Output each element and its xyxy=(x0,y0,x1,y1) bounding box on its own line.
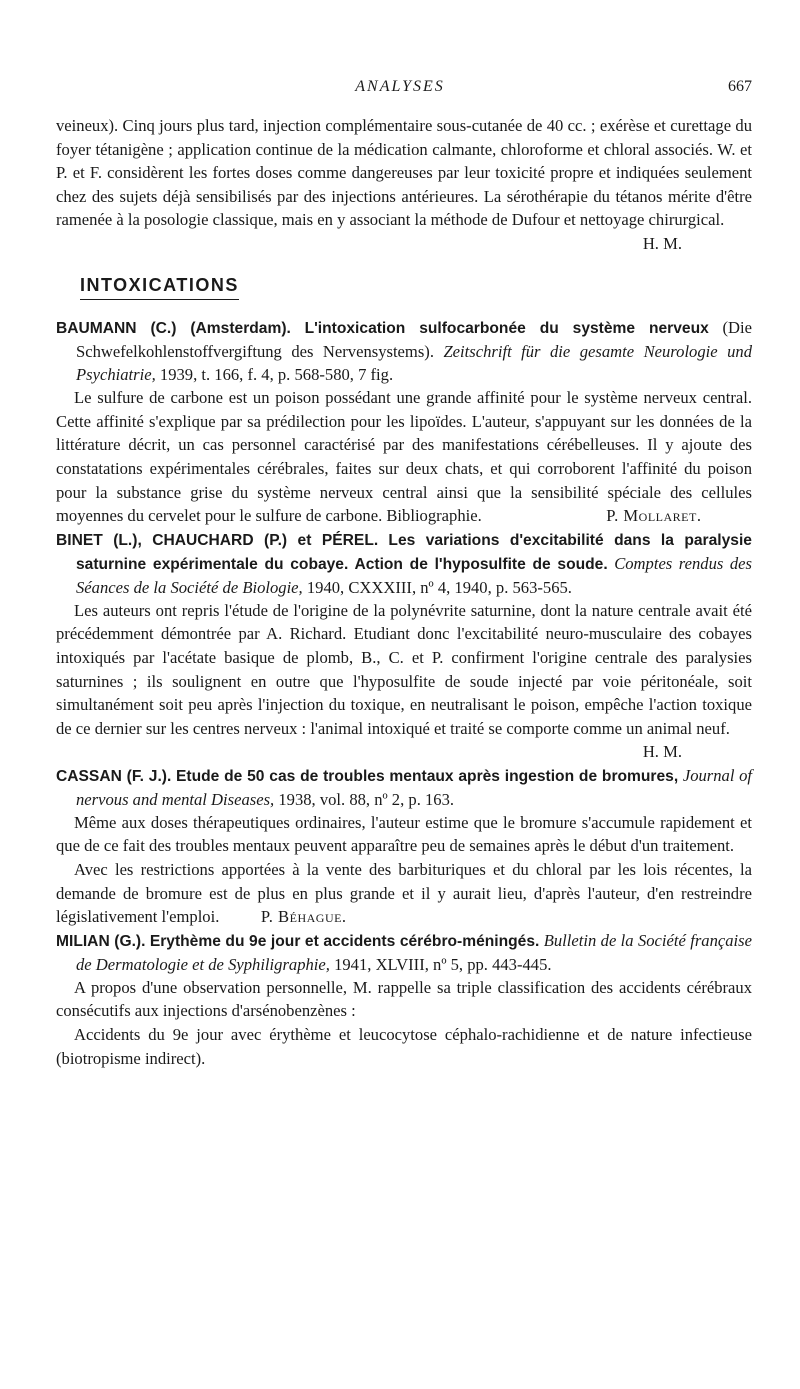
section-title: INTOXICATIONS xyxy=(80,274,239,301)
entry-journal: Zeitschrift für die gesamte Neurologie und Psychiatrie, xyxy=(76,342,752,385)
entry-heading xyxy=(56,528,752,599)
entry-title: L'intoxication sulfocarbonée du système nerveux xyxy=(304,320,709,338)
entry-title: Erythème du 9e jour et accidents cérébro-méningés. xyxy=(149,932,540,950)
entry-author: CASSAN (F. J.). xyxy=(56,767,172,785)
entry-abstract xyxy=(56,858,752,929)
entry-abstract xyxy=(56,386,752,528)
entry-reference: 1941, XLVIII, nº 5, pp. 443-445. xyxy=(334,954,552,974)
intro-signature: H. M. xyxy=(642,233,682,253)
page-number: 667 xyxy=(728,78,752,95)
entry-abstract: Même aux doses thérapeutiques ordinaires, l'auteur estime que le bromure s'accumule rapidement et que de ce fait des troubles mentaux peuvent apparaître peu de semaines après le début d'un traitement. xyxy=(56,812,752,856)
entry-reference: 1939, t. 166, f. 4, p. 568-580, 7 fig. xyxy=(159,365,394,385)
entry-title: Etude de 50 cas de troubles mentaux après ingestion de bromures, xyxy=(175,767,679,785)
entry-heading xyxy=(56,929,752,976)
running-title: ANALYSES xyxy=(355,78,445,95)
intro-paragraph: veineux). Cinq jours plus tard, injection complémentaire sous-cutanée de 40 cc. ; exérèse et curettage du foyer tétanigène ; application continue de la médication calmante, chloroforme et chloral associés. W. et P. et F. considèrent les fortes doses comme dangereuses par leur toxicité propre et indiquées seulement chez des sujets déjà sensibilisés par des injections antérieures. La sérothérapie du tétanos mérite d'être ramenée à la posologie classique, mais en y associant la méthode de Dufour et nettoyage chirurgical. xyxy=(56,116,752,230)
entry-author: BAUMANN (C.) (Amsterdam). xyxy=(56,320,291,338)
entry-signature: P. Mollaret. xyxy=(606,506,702,526)
entry-title: Les variations d'excitabilité dans la paralysie saturnine expérimentale du cobaye. Action de l'hyposulfite de soude. xyxy=(76,531,752,573)
entry-reference: 1940, CXXXIII, nº 4, 1940, p. 563-565. xyxy=(306,577,572,597)
entry-journal: Journal of nervous and mental Diseases, xyxy=(76,765,752,809)
entry-abstract-text: Avec les restrictions apportées à la vente des barbituriques et du chloral par les lois récentes, la demande de bromure est de plus en plus grande et il y aurait lieu, d'après l'auteur, d'en restreindre législativement l'emploi. xyxy=(56,860,752,927)
entry-abstract-text: Le sulfure de carbone est un poison possédant une grande affinité pour le système nerveux central. Cette affinité s'explique par sa prédilection pour les lipoïdes. L'auteur, s'appuyant sur les données de la littérature décrit, un cas personnel caractérisé par des manifestations cérébelleuses. Il y ajoute des constatations expérimentales cérébrales, faites sur deux chats, et qui corroborent l'affinité du poison pour la substance grise du système nerveux central ainsi que la sensibilité spéciale des cellules moyennes du cervelet pour le sulfure de carbone. Bibliographie. xyxy=(56,388,752,526)
entry-signature: P. Béhague. xyxy=(260,907,347,927)
entry-abstract: Accidents du 9e jour avec érythème et leucocytose céphalo-rachidienne et de nature infectieuse (biotropisme indirect). xyxy=(56,1025,752,1068)
entry-reference: 1938, vol. 88, nº 2, p. 163. xyxy=(278,789,455,809)
entry-abstract: A propos d'une observation personnelle, M. rappelle sa triple classification des accidents cérébraux consécutifs aux injections d'arsénobenzènes : xyxy=(56,977,752,1021)
entry-journal: Comptes rendus des Séances de la Société de Biologie, xyxy=(76,553,752,597)
entry-heading xyxy=(56,316,752,386)
entry-heading xyxy=(56,764,752,811)
entry-author: BINET (L.), CHAUCHARD (P.) et PÉREL. xyxy=(56,531,379,549)
entry-signature: H. M. xyxy=(642,742,682,762)
entry-subtitle: (Die Schwefelkohlenstoffvergiftung des Nervensystems). xyxy=(76,318,752,362)
entry-author: MILIAN (G.). xyxy=(56,932,146,950)
page-content xyxy=(56,114,752,1070)
entry-journal: Bulletin de la Société française de Dermatologie et de Syphiligraphie, xyxy=(76,930,752,974)
entry-abstract: Les auteurs ont repris l'étude de l'origine de la polynévrite saturnine, dont la nature centrale avait été précédemment démontrée par A. Richard. Etudiant donc l'excitabilité neuro-musculaire des cobayes intoxiqués par l'acétate basique de plomb, B., C. et P. confirment l'origine centrale des paralysies saturnines ; ils soulignent en outre que l'hyposulfite de soude injecté par voie péritonéale, soit simultanément soit peu après l'injection du toxique, en neutralisant le poison, empêche l'action toxique de ce dernier sur les centres nerveux : l'animal intoxiqué et traité se comporte comme un animal neuf. xyxy=(56,600,752,738)
